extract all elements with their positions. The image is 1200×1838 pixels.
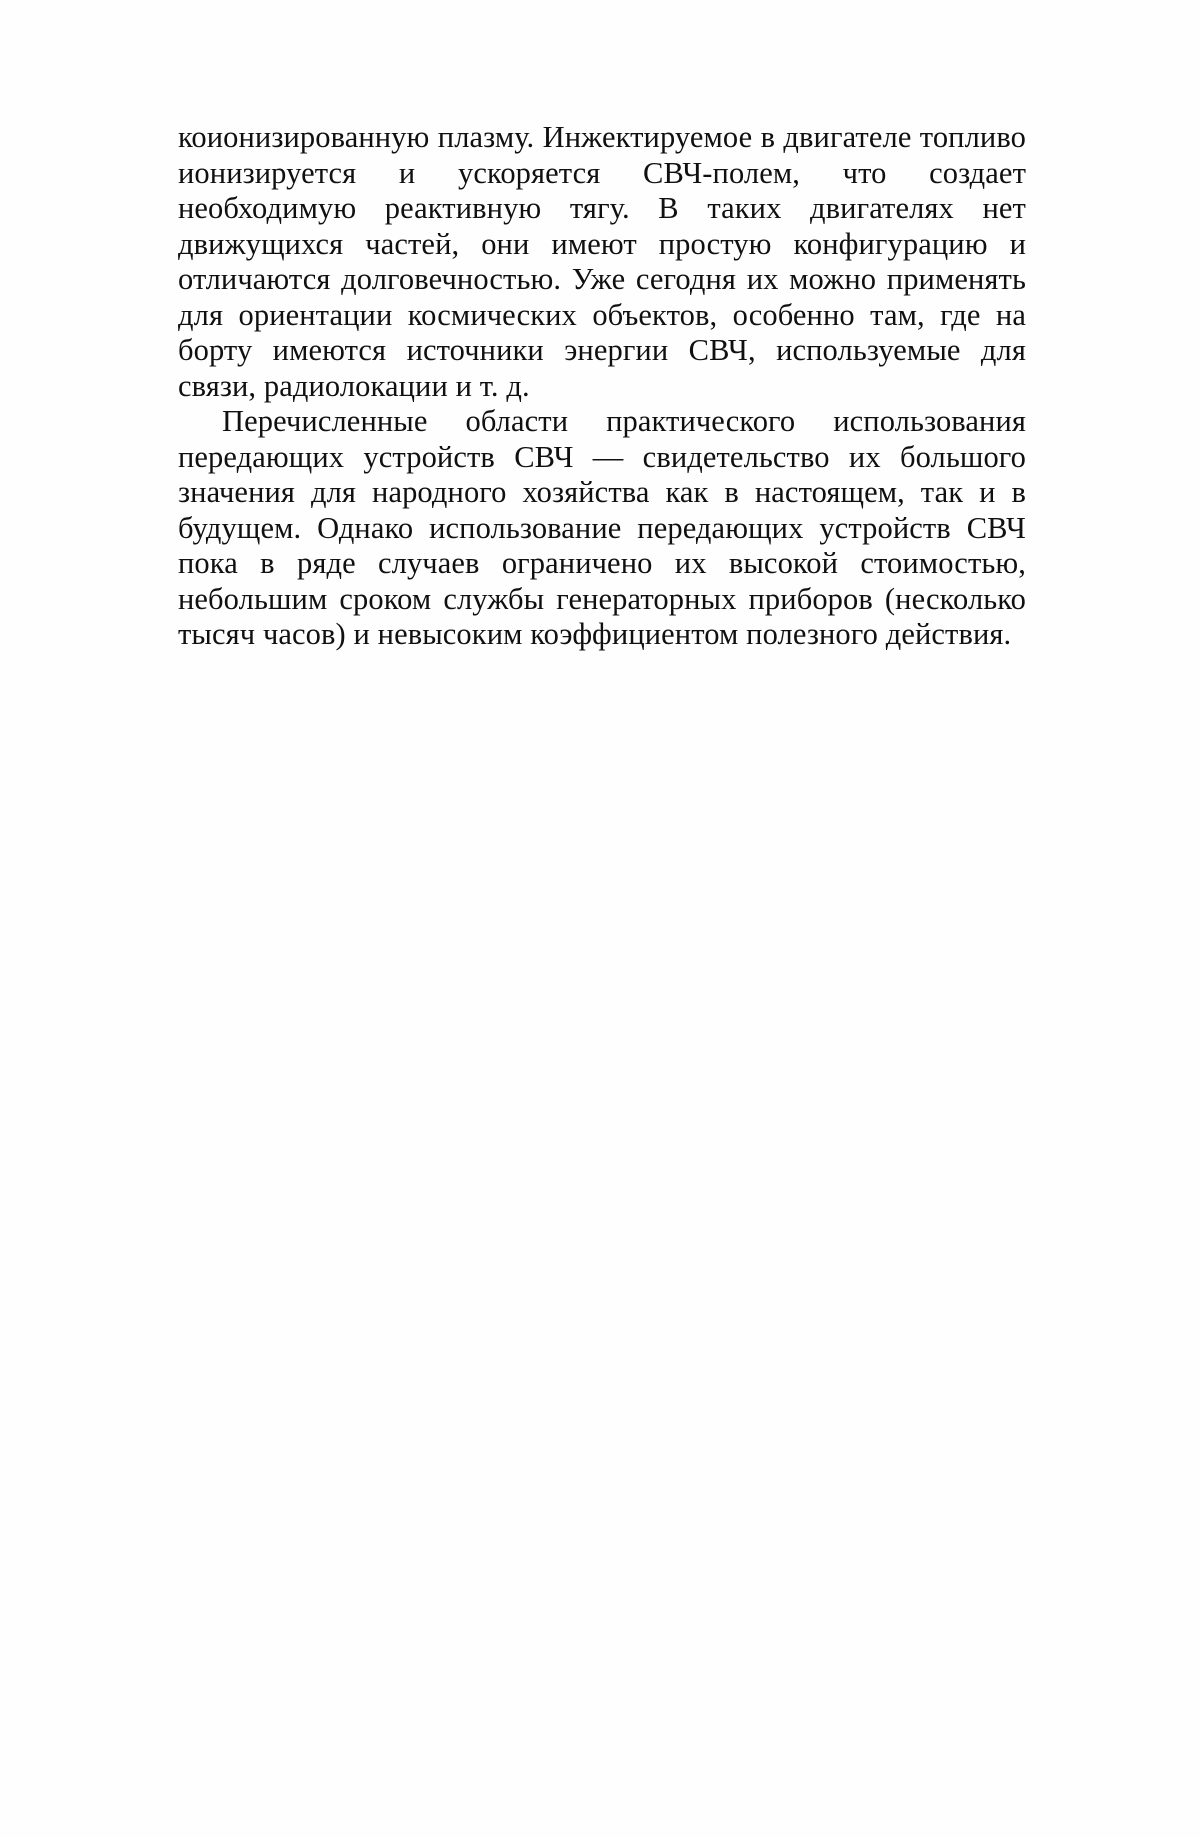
page-text-body — [178, 120, 1026, 653]
paragraph-2: Перечисленные области практического использования передающих устройств СВЧ — свидетельство их большого значения для народного хозяйства как в настоящем, так и в будущем. Однако использование передающих устройств СВЧ пока в ряде случаев ограничено их высокой стоимостью, небольшим сроком службы генераторных приборов (несколько тысяч часов) и невысоким коэффициентом полезного действия. — [178, 404, 1026, 651]
paragraph-1: коионизированную плазму. Инжектируемое в двигателе топливо ионизируется и ускоряется СВЧ-полем, что создает необходимую реактивную тягу. В таких двигателях нет движущихся частей, они имеют простую конфигурацию и отличаются долговечностью. Уже сегодня их можно применять для ориентации космических объектов, особенно там, где на борту имеются источники энергии СВЧ, используемые для связи, радиолокации и т. д. — [178, 120, 1026, 403]
